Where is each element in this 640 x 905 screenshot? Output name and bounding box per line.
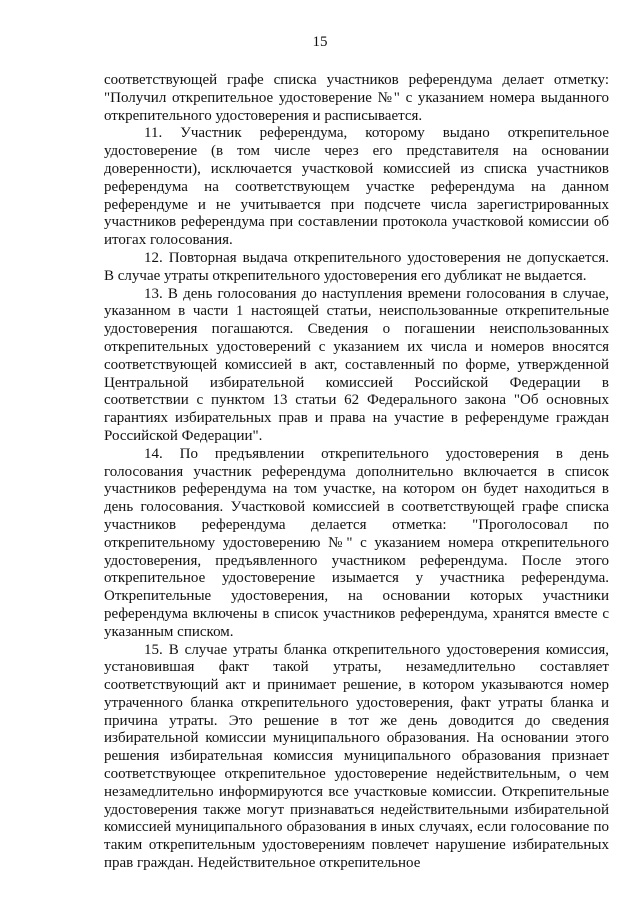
document-body bbox=[104, 72, 609, 873]
page-number: 15 bbox=[312, 34, 328, 50]
paragraph-continuation: соответствующей графе списка участников референдума делает отметку: "Получил открепительное удостоверение №" с указанием номера выданного открепительного удостоверения и расписывается. bbox=[104, 72, 609, 124]
paragraph-11: 11. Участник референдума, которому выдано открепительное удостоверение (в том числе через его представителя на основании доверенности), исключается участковой комиссией из списка участников референдума на соответствующем участке референдума на данном референдуме и не учитывается при подсчете числа зарегистрированных участников референдума при составлении протокола участковой комиссии об итогах голосования. bbox=[104, 125, 609, 249]
paragraph-13: 13. В день голосования до наступления времени голосования в случае, указанном в части 1 настоящей статьи, неиспользованные открепительные удостоверения погашаются. Сведения о погашении неиспользованных открепительных удостоверений с указанием их числа и номеров вносятся соответствующей комиссией в акт, составленный по форме, утвержденной Центральной избирательной комиссией Российской Федерации в соответствии с пунктом 13 статьи 62 Федерального закона "Об основных гарантиях избирательных прав и права на участие в референдуме граждан Российской Федерации". bbox=[104, 285, 609, 444]
paragraph-15: 15. В случае утраты бланка открепительного удостоверения комиссия, установившая факт такой утраты, незамедлительно составляет соответствующий акт и принимает решение, в котором указываются номер утраченного бланка открепительного удостоверения, факт утраты бланка и причина утраты. Это решение в тот же день доводится до сведения избирательной комиссии муниципального образования. На основании этого решения избирательная комиссия муниципального образования признает соответствующее открепительное удостоверение недействительным, о чем незамедлительно информируются все участковые комиссии. Открепительные удостоверения также могут признаваться недействительными избирательной комиссией муниципального образования в иных случаях, если голосование по таким открепительным удостоверениям повлечет нарушение избирательных прав граждан. Недействительное открепительное bbox=[104, 641, 609, 872]
paragraph-12: 12. Повторная выдача открепительного удостоверения не допускается. В случае утраты открепительного удостоверения его дубликат не выдается. bbox=[104, 249, 609, 284]
paragraph-14: 14. По предъявлении открепительного удостоверения в день голосования участник референдума дополнительно включается в список участников референдума на том участке, на котором он будет находиться в день голосования. Участковой комиссией в соответствующей графе списка участников референдума делается отметка: "Проголосовал по открепительному удостоверению №" с указанием номера открепительного удостоверения, предъявленного участником референдума. После этого открепительное удостоверение изымается у участника референдума. Открепительные удостоверения, на основании которых участники референдума включены в список участников референдума, хранятся вместе с указанным списком. bbox=[104, 445, 609, 640]
